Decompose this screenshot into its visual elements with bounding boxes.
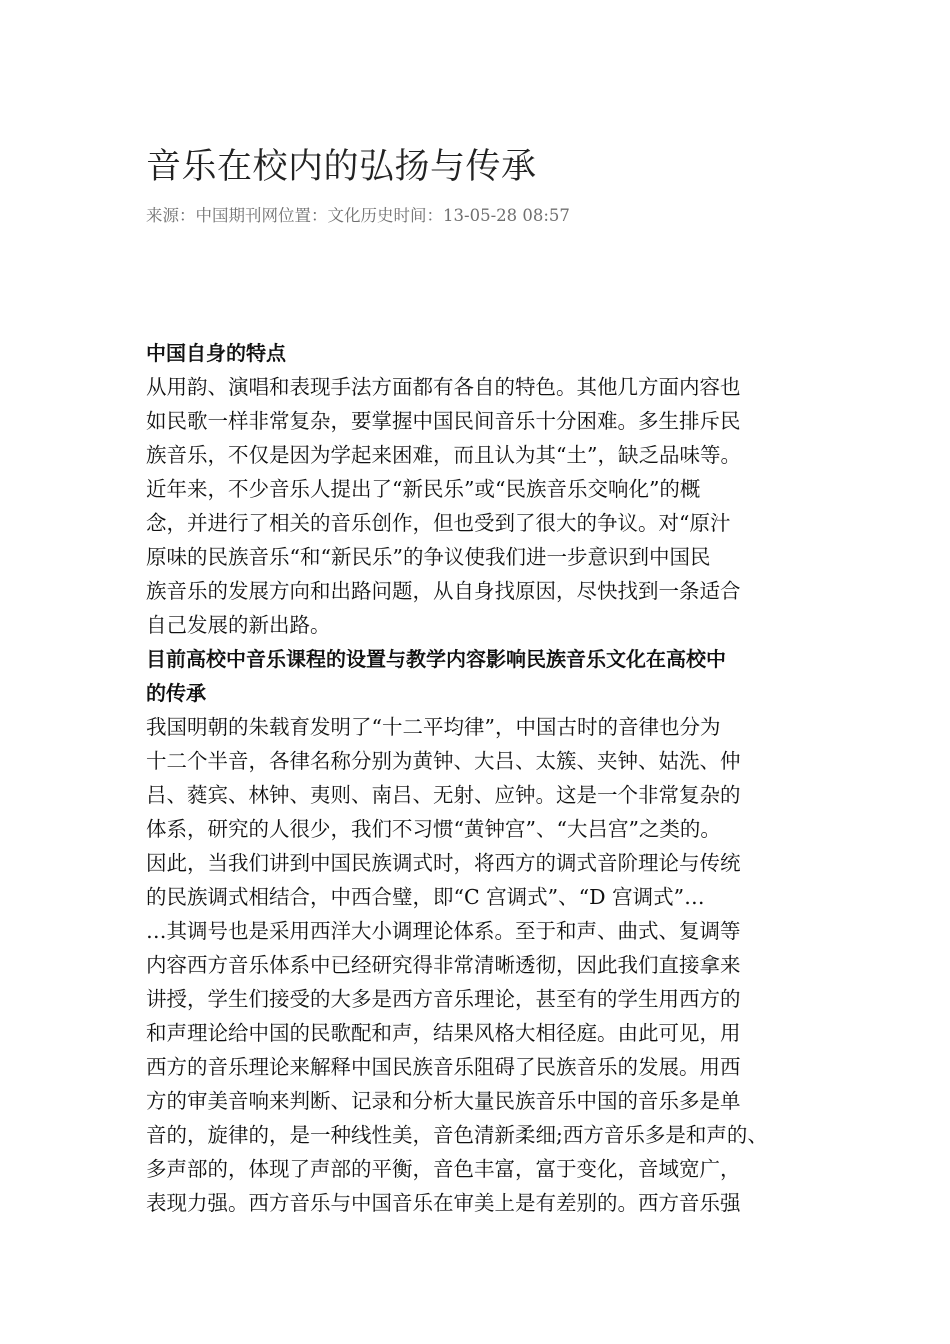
article-body — [146, 336, 818, 1220]
paragraph-line: 原味的民族音乐“和“新民乐”的争议使我们进一步意识到中国民 — [146, 545, 711, 569]
paragraph-line: 和声理论给中国的民歌配和声，结果风格大相径庭。由此可见，用 — [146, 1021, 741, 1045]
paragraph-line: 吕、蕤宾、林钟、夷则、南吕、无射、应钟。这是一个非常复杂的 — [146, 783, 741, 807]
paragraph-line: 自己发展的新出路。 — [146, 613, 331, 637]
paragraph-line: 族音乐，不仅是因为学起来困难，而且认为其“土”，缺乏品味等。 — [146, 443, 741, 467]
paragraph-line: 从用韵、演唱和表现手法方面都有各自的特色。其他几方面内容也 — [146, 375, 741, 399]
paragraph-line: 族音乐的发展方向和出路问题，从自身找原因，尽快找到一条适合 — [146, 579, 741, 603]
article-meta: 来源：中国期刊网位置：文化历史时间：13-05-28 08:57 — [146, 206, 570, 225]
paragraph-line: 如民歌一样非常复杂，要掌握中国民间音乐十分困难。多生排斥民 — [146, 409, 741, 433]
paragraph-line: 体系，研究的人很少，我们不习惯“黄钟宫”、“大吕宫”之类的。 — [146, 817, 721, 841]
paragraph-line: 讲授，学生们接受的大多是西方音乐理论，甚至有的学生用西方的 — [146, 987, 741, 1011]
paragraph-line: 我国明朝的朱载育发明了“十二平均律”，中国古时的音律也分为 — [146, 715, 721, 739]
section-heading: 的传承 — [146, 681, 206, 705]
section-chinese-features — [146, 336, 818, 642]
paragraph-line: 念，并进行了相关的音乐创作，但也受到了很大的争议。对“原汁 — [146, 511, 731, 535]
paragraph-line: 音的，旋律的，是一种线性美，音色清新柔细;西方音乐多是和声的、 — [146, 1123, 768, 1147]
paragraph-line: 十二个半音，各律名称分别为黄钟、大吕、太簇、夹钟、姑洗、仲 — [146, 749, 741, 773]
paragraph-line: 近年来，不少音乐人提出了“新民乐”或“民族音乐交响化”的概 — [146, 477, 701, 501]
section-heading: 目前高校中音乐课程的设置与教学内容影响民族音乐文化在高校中 — [146, 647, 726, 671]
paragraph-line: 西方的音乐理论来解释中国民族音乐阻碍了民族音乐的发展。用西 — [146, 1055, 741, 1079]
paragraph-line: 多声部的，体现了声部的平衡，音色丰富，富于变化，音域宽广， — [146, 1157, 741, 1181]
section-heading: 中国自身的特点 — [146, 341, 286, 365]
section-curriculum-impact — [146, 642, 818, 1220]
paragraph-line: 表现力强。西方音乐与中国音乐在审美上是有差别的。西方音乐强 — [146, 1191, 741, 1215]
paragraph-line: 的民族调式相结合，中西合璧，即“C 宫调式”、“D 宫调式”… — [146, 885, 705, 909]
paragraph-line: 因此，当我们讲到中国民族调式时，将西方的调式音阶理论与传统 — [146, 851, 741, 875]
paragraph-line: …其调号也是采用西洋大小调理论体系。至于和声、曲式、复调等 — [146, 919, 741, 943]
paragraph-line: 内容西方音乐体系中已经研究得非常清晰透彻，因此我们直接拿来 — [146, 953, 741, 977]
article-title: 音乐在校内的弘扬与传承 — [146, 147, 537, 187]
paragraph-line: 方的审美音响来判断、记录和分析大量民族音乐中国的音乐多是单 — [146, 1089, 741, 1113]
